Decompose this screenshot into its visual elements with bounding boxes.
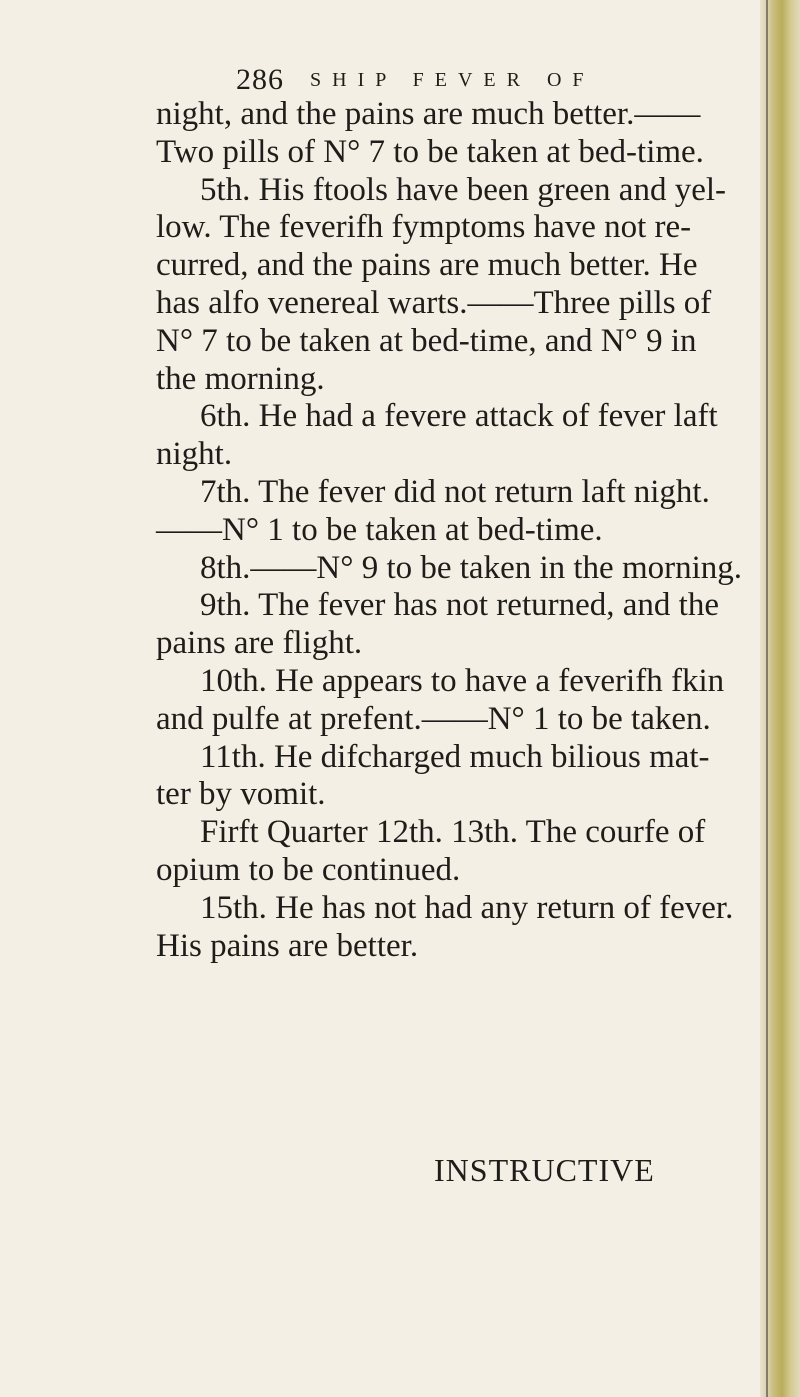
text-line: opium to be continued. bbox=[156, 851, 461, 888]
text-line: His pains are better. bbox=[156, 927, 419, 964]
text-line: ——N° 1 to be taken at bed-time. bbox=[156, 511, 603, 548]
text-line: 8th.——N° 9 to be taken in the morning. bbox=[200, 549, 743, 586]
text-line: 11th. He difcharged much bilious mat- bbox=[200, 738, 710, 775]
text-line: curred, and the pains are much better. He bbox=[156, 247, 698, 284]
text-line: Two pills of N° 7 to be taken at bed-time. bbox=[156, 133, 704, 170]
text-line: Firft Quarter 12th. 13th. The courfe of bbox=[200, 814, 706, 851]
catchword: INSTRUCTIVE bbox=[434, 1152, 655, 1188]
page-header bbox=[236, 60, 676, 100]
binding-line bbox=[766, 0, 768, 1397]
running-head: SHIP FEVER OF bbox=[310, 69, 595, 91]
text-line: 5th. His ftools have been green and yel- bbox=[200, 171, 727, 208]
text-line: 7th. The fever did not return laft night. bbox=[200, 473, 710, 510]
text-line: 9th. The fever has not returned, and the bbox=[200, 587, 719, 624]
text-line: ter by vomit. bbox=[156, 776, 326, 813]
text-line: night, and the pains are much better.—— bbox=[156, 96, 701, 132]
text-line: low. The feverifh fymptoms have not re- bbox=[156, 209, 692, 246]
text-line: night. bbox=[156, 436, 233, 473]
text-line: 15th. He has not had any return of fever. bbox=[200, 889, 734, 926]
page-number: 286 bbox=[236, 63, 284, 96]
text-line: 6th. He had a fevere attack of fever laft bbox=[200, 398, 718, 435]
text-line: the morning. bbox=[156, 360, 325, 397]
body-text bbox=[156, 96, 746, 965]
text-line: 10th. He appears to have a feverifh fkin bbox=[200, 662, 725, 699]
text-line: and pulfe at prefent.——N° 1 to be taken. bbox=[156, 700, 711, 737]
text-line: N° 7 to be taken at bed-time, and N° 9 in bbox=[156, 322, 697, 359]
text-line: has alfo venereal warts.——Three pills of bbox=[156, 284, 712, 321]
page-edge bbox=[760, 0, 800, 1397]
text-line: pains are flight. bbox=[156, 625, 363, 662]
